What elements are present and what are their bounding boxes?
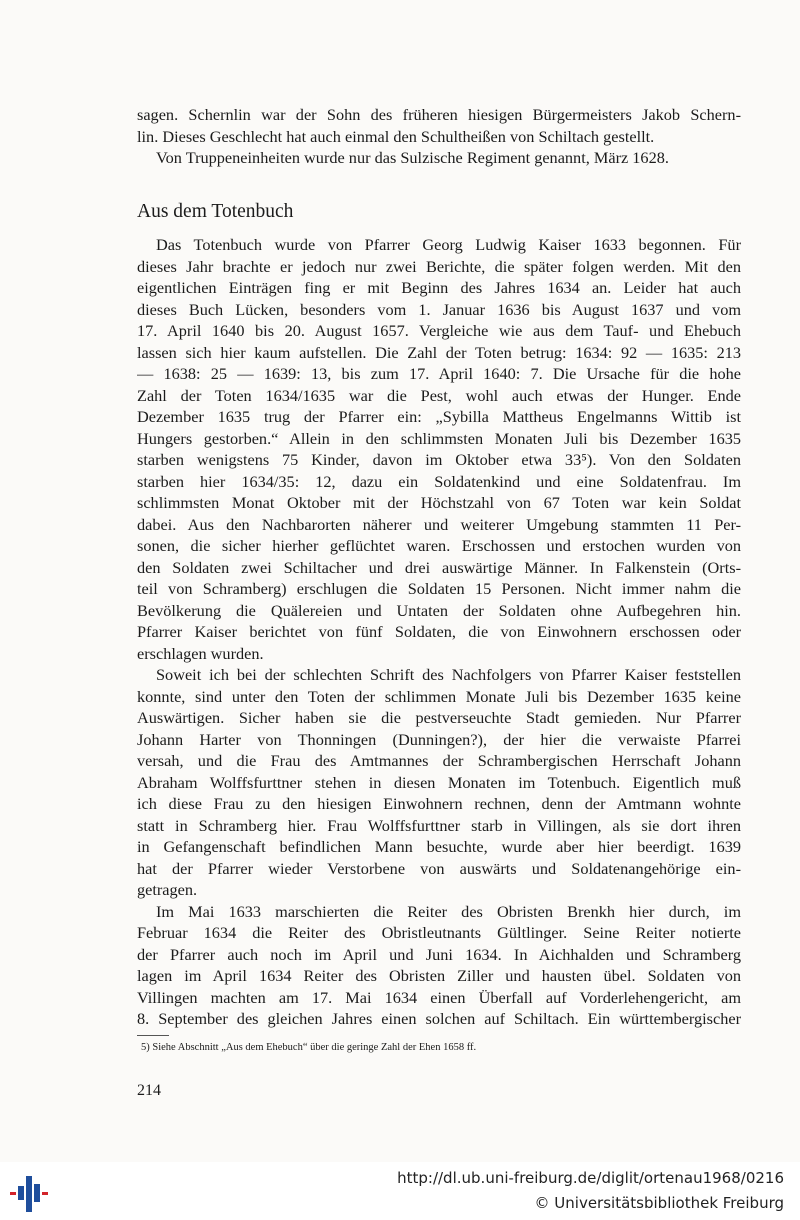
text-line: Von Truppeneinheiten wurde nur das Sulzische Regiment genannt, März 1628. bbox=[156, 148, 669, 167]
text-line: Das Totenbuch wurde von Pfarrer Georg Ludwig Kaiser 1633 begonnen. Für bbox=[156, 235, 741, 254]
text-line: Abraham Wolffsfurttner stehen in diesen Monaten im Totenbuch. Eigentlich muß bbox=[137, 772, 741, 792]
footnote-divider bbox=[137, 1035, 169, 1036]
text-line: Johann Harter von Thonningen (Dunningen?), der hier die verwaiste Pfarrei bbox=[137, 729, 741, 749]
text-line: ich diese Frau zu den hiesigen Einwohnern rechnen, denn der Amtmann wohnte bbox=[137, 794, 741, 813]
text-line: lagen im April 1634 Reiter des Obristen Ziller und hausten übel. Soldaten von bbox=[137, 966, 741, 985]
text-line: schlimmsten Monat Oktober mit der Höchstzahl von 67 Toten war kein Soldat bbox=[137, 493, 741, 512]
text-line: Im Mai 1633 marschierten die Reiter des Obristen Brenkh hier durch, im bbox=[156, 901, 741, 921]
text-line: Soweit ich bei der schlechten Schrift des Nachfolgers von Pfarrer Kaiser feststellen bbox=[156, 665, 741, 684]
text-line: getragen. bbox=[137, 880, 198, 899]
text-line: 8. September des gleichen Jahres einen solchen auf Schiltach. Ein württembergischer bbox=[137, 1009, 741, 1028]
source-url-link[interactable]: http://dl.ub.uni-freiburg.de/diglit/ortenau1968/0216 bbox=[397, 1169, 784, 1187]
text-line: dabei. Aus den Nachbarorten näherer und weiterer Umgebung stammten 11 Per- bbox=[137, 514, 741, 534]
text-line: — 1638: 25 — 1639: 13, bis zum 17. April 1640: 7. Die Ursache für die hohe bbox=[137, 364, 741, 383]
body-text bbox=[137, 234, 741, 1030]
text-line: der Pfarrer auch noch im April und Juni 1634. In Aichhalden und Schramberg bbox=[137, 944, 741, 964]
text-line: konnte, sind unter den Toten der schlimmen Monate Juli bis Dezember 1635 keine bbox=[137, 686, 741, 706]
text-line: dieses Jahr brachte er jedoch nur zwei Berichte, die später folgen werden. Mit den bbox=[137, 256, 741, 276]
text-line: eigentlichen Einträgen fing er mit Beginn des Jahres 1634 an. Leider hat auch bbox=[137, 278, 741, 297]
text-line: Dezember 1635 trug der Pfarrer ein: „Sybilla Mattheus Engelmanns Wittib ist bbox=[137, 407, 741, 426]
text-line: in Gefangenschaft befindlichen Mann besuchte, wurde aber hier beerdigt. 1639 bbox=[137, 837, 741, 856]
text-line: den Soldaten zwei Schiltacher und drei auswärtige Männer. In Falkenstein (Orts- bbox=[137, 557, 741, 577]
section-heading: Aus dem Totenbuch bbox=[137, 201, 294, 222]
intro-paragraphs bbox=[137, 104, 741, 169]
text-line: lassen sich hier kaum aufstellen. Die Zahl der Toten betrug: 1634: 92 — 1635: 213 bbox=[137, 342, 741, 362]
text-line: Februar 1634 die Reiter des Obristleutnants Gültlinger. Seine Reiter notierte bbox=[137, 923, 741, 942]
page-number: 214 bbox=[137, 1082, 161, 1099]
text-line: Villingen machten am 17. Mai 1634 einen Überfall auf Vorderlehengericht, am bbox=[137, 987, 741, 1007]
text-line: starben hier 1634/35: 12, dazu ein Soldatenkind und eine Soldatenfrau. Im bbox=[137, 471, 741, 491]
footer-bar bbox=[0, 1162, 800, 1220]
library-logo-icon bbox=[10, 1170, 54, 1212]
text-line: Auswärtigen. Sicher haben sie die pestverseuchte Stadt gemieden. Nur Pfarrer bbox=[137, 708, 741, 727]
text-line: starben wenigstens 75 Kinder, davon im Oktober etwa 33⁵). Von den Soldaten bbox=[137, 450, 741, 469]
text-line: Bevölkerung die Quälereien und Untaten der Soldaten ohne Aufbegehren hin. bbox=[137, 600, 741, 620]
text-line: sagen. Schernlin war der Sohn des früheren hiesigen Bürgermeisters Jakob Schern- bbox=[137, 105, 741, 124]
text-line: hat der Pfarrer wieder Verstorbene von auswärts und Soldatenangehörige ein- bbox=[137, 858, 741, 878]
text-line: versah, und die Frau des Amtmannes der Schrambergischen Herrschaft Johann bbox=[137, 751, 741, 770]
text-line: Hungers gestorben.“ Allein in den schlimmsten Monaten Juli bis Dezember 1635 bbox=[137, 428, 741, 448]
text-line: erschlagen wurden. bbox=[137, 643, 264, 663]
footnote: 5) Siehe Abschnitt „Aus dem Ehebuch“ über die geringe Zahl der Ehen 1658 ff. bbox=[141, 1042, 477, 1053]
text-line: lin. Dieses Geschlecht hat auch einmal den Schultheißen von Schiltach gestellt. bbox=[137, 126, 655, 146]
text-line: teil von Schramberg) erschlugen die Soldaten 15 Personen. Nicht immer nahm die bbox=[137, 579, 741, 598]
text-line: Pfarrer Kaiser berichtet von fünf Soldaten, die von Einwohnern erschossen oder bbox=[137, 622, 741, 641]
copyright-text: © Universitätsbibliothek Freiburg bbox=[534, 1194, 784, 1212]
text-line: dieses Buch Lücken, besonders vom 1. Januar 1636 bis August 1637 und vom bbox=[137, 299, 741, 319]
text-line: 17. April 1640 bis 20. August 1657. Vergleiche wie aus dem Tauf- und Ehebuch bbox=[137, 321, 741, 340]
text-line: sonen, die sicher hierher geflüchtet waren. Erschossen und erstochen wurden von bbox=[137, 536, 741, 555]
text-line: statt in Schramberg hier. Frau Wolffsfurttner starb in Villingen, als sie dort ihren bbox=[137, 815, 741, 835]
text-line: Zahl der Toten 1634/1635 war die Pest, wohl auch etwas der Hunger. Ende bbox=[137, 385, 741, 405]
